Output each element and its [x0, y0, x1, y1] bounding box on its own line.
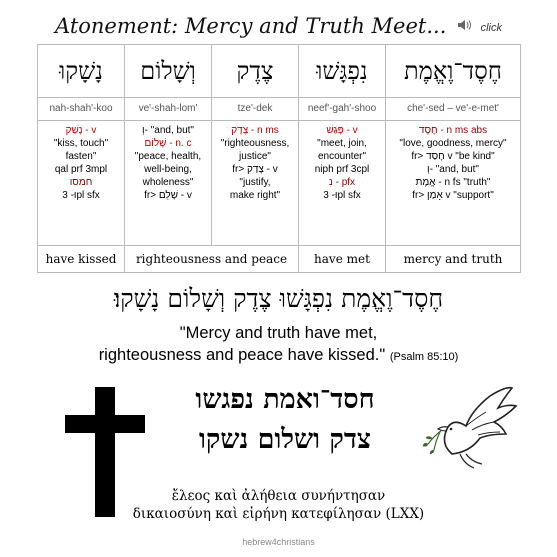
word-notes — [299, 121, 385, 245]
english-line-1: "Mercy and truth have met, — [179, 324, 378, 342]
transliteration: nah-shah'-koo — [49, 103, 113, 114]
gloss: have met — [314, 252, 370, 266]
note-line: "peace, health, — [134, 151, 202, 162]
note-line: niph prf 3cpl — [314, 164, 370, 175]
header — [0, 14, 557, 44]
hebrew-display-text — [150, 380, 420, 460]
note-line: "kiss, touch" — [53, 138, 109, 149]
note-line: fasten" — [65, 151, 97, 162]
note-line: "love, goodness, mercy" — [399, 138, 507, 149]
verse-hebrew: חֶסֶד־וֶאֱמֶת נִפְגָּשׁוּ צֶדֶק וְשָׁלוֹם נָשָׁקוּ׃ — [113, 284, 444, 313]
word-notes — [38, 121, 124, 245]
word-notes — [212, 121, 298, 245]
page-title: Atonement: Mercy and Truth Meet... — [55, 14, 447, 38]
note-line: חמסו — [69, 177, 93, 188]
hebrew-display-line-2: צדק ושלום נשקו — [198, 424, 372, 455]
note-line: fr> שָׁלֵם - v — [144, 190, 192, 201]
note-line: נָשַׁק - v — [65, 125, 97, 136]
note-line: "justify, — [239, 177, 271, 188]
note-line: qal prf 3mpl — [54, 164, 108, 175]
click-link[interactable]: click — [480, 22, 502, 34]
speaker-icon[interactable] — [457, 19, 473, 34]
hebrew-display-line-1: חסד־ואמת נפגשו — [195, 384, 375, 415]
hebrew-word: נִפְגָּשׁוּ — [316, 57, 368, 85]
note-line: אֱמֶת - n fs "truth" — [415, 177, 491, 188]
note-line: wholeness" — [142, 177, 194, 188]
site-credit: hebrew4christians — [242, 537, 315, 547]
hebrew-word: צֶדֶק — [236, 57, 274, 85]
transliteration-row — [38, 98, 521, 121]
note-line: fr> צָדַק - v — [232, 164, 278, 175]
word-notes — [125, 121, 211, 245]
note-line: חֶסֶד - n ms abs — [418, 125, 488, 136]
note-line: well-being, — [144, 164, 192, 175]
note-line: וּ- 3pl sfx — [62, 190, 100, 201]
note-line: "meet, join, — [317, 138, 367, 149]
note-line: נִ - pfx — [328, 177, 356, 188]
greek-text — [0, 487, 557, 523]
note-line: justice" — [239, 151, 271, 162]
gloss: righteousness and peace — [135, 252, 288, 266]
hebrew-word: חֶסֶד־וֶאֱמֶת — [404, 57, 502, 85]
english-quote — [0, 322, 557, 368]
gloss-row — [38, 246, 521, 273]
transliteration: che'-sed – ve'-e-met' — [407, 103, 499, 114]
note-line: פָּגַשׁ - v — [326, 125, 358, 136]
hebrew-word-row — [38, 45, 521, 98]
gloss: mercy and truth — [403, 252, 503, 266]
note-line: צֶדֶק - n ms — [231, 125, 279, 136]
note-line: שָׁלוֹם - n. c — [144, 138, 192, 149]
note-line: "righteousness, — [220, 138, 290, 149]
note-line: make right" — [229, 190, 281, 201]
dove-icon — [420, 382, 520, 477]
english-line-2: righteousness and peace have kissed." — [98, 346, 386, 364]
verse-reference: (Psalm 85:10) — [389, 351, 459, 363]
note-line: fr> חָסַד v "be kind" — [411, 151, 495, 162]
word-table — [37, 44, 521, 273]
word-notes — [386, 121, 520, 245]
note-line: encounter" — [317, 151, 367, 162]
gloss: have kissed — [45, 252, 117, 266]
hebrew-word: נָשָׁקוּ — [59, 57, 103, 85]
note-line: fr> אָמַן v "support" — [412, 190, 494, 201]
transliteration: ve'-shah-lom' — [138, 103, 198, 114]
greek-line-2: δικαιοσύνη καὶ εἰρήνη κατεφίλησαν (LXX) — [132, 506, 425, 522]
note-line: וְ- "and, but" — [427, 164, 479, 175]
notes-row — [38, 121, 521, 246]
transliteration: neef'-gah'-shoo — [307, 103, 377, 114]
greek-line-1: ἔλεος καὶ ἀλήθεια συνήντησαν — [171, 488, 386, 504]
transliteration: tze'-dek — [237, 103, 273, 114]
note-line: וְ- "and, but" — [142, 125, 194, 136]
hebrew-word: וְשָׁלוֹם — [140, 57, 196, 85]
note-line: וּ- 3pl sfx — [323, 190, 361, 201]
